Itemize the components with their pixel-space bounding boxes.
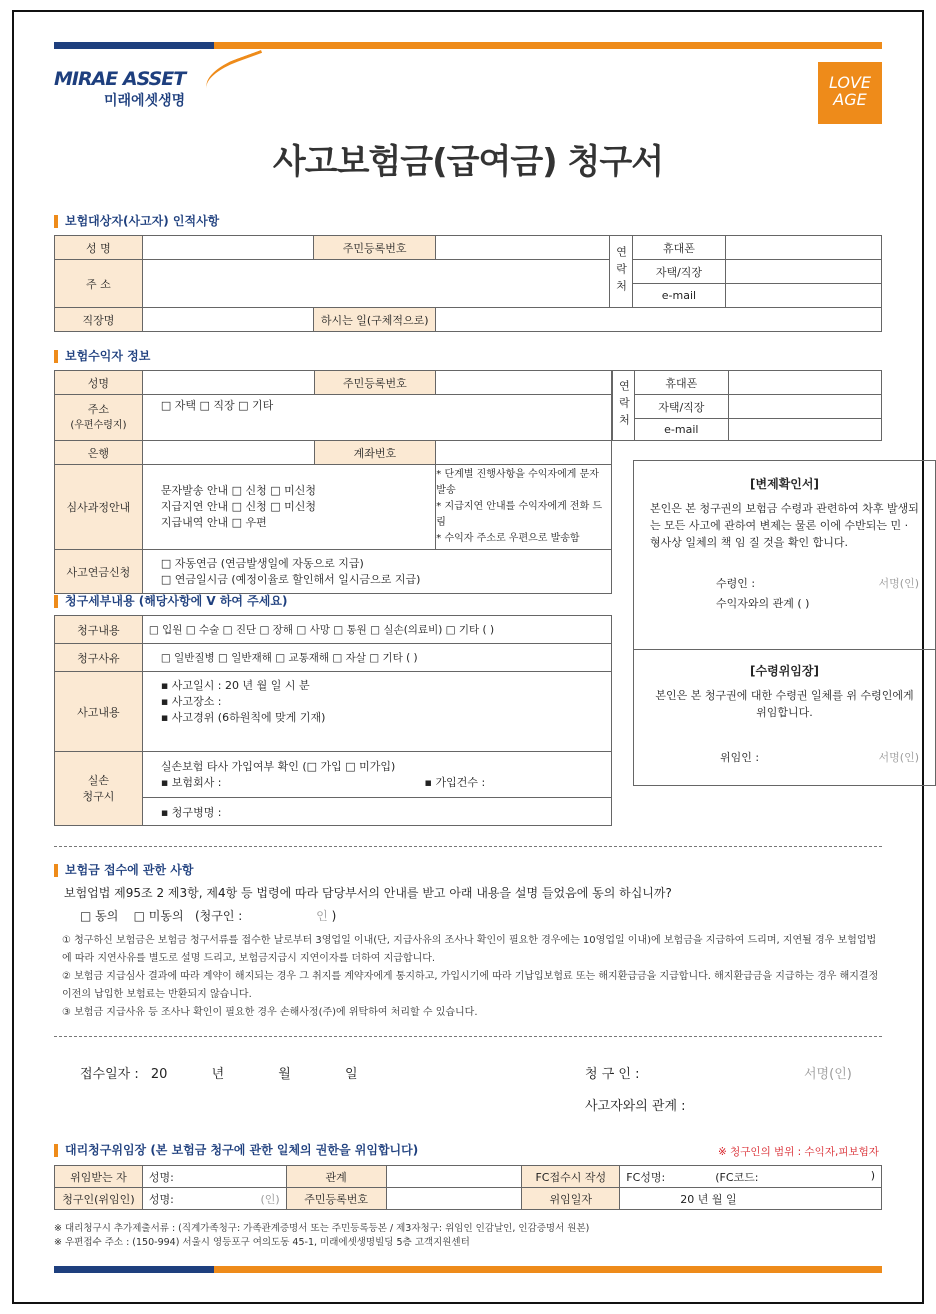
insured-email-label: e-mail (632, 284, 726, 308)
insured-address-label: 주 소 (55, 260, 143, 308)
note-item: ② 보험금 지급심사 결과에 따라 계약이 해지되는 경우 그 취지를 계약자에게 통지하고, 가입시기에 따라 기납입보험료 또는 해지환급금을 지급합니다. 해지환급금을 지급하는 경우 해지결정 이전의 납입한 보험료는 반환되지 않습니다. (62, 971, 879, 1000)
claim-reason-label: 청구사유 (55, 644, 143, 672)
company-logo (54, 68, 185, 110)
address-label-text: 주소 (87, 402, 110, 416)
grantee-name-field[interactable] (142, 1166, 286, 1188)
insurer-field[interactable]: ▪ 보험회사 : (160, 775, 222, 789)
annuity-options[interactable] (142, 550, 611, 594)
review-note: * 수익자 주소로 우편으로 발송함 (436, 533, 580, 544)
top-color-bar (54, 42, 882, 49)
claim-disease-field[interactable]: ▪ 청구병명 : (142, 798, 611, 826)
receiver-label: 수령인 : (716, 577, 756, 590)
delegation-title: [수령위임장] (750, 664, 819, 678)
love-age-badge (818, 62, 882, 124)
beneficiary-homework-field[interactable] (728, 395, 881, 419)
consent-notes (62, 932, 882, 1022)
beneficiary-email-field[interactable] (728, 419, 881, 441)
annuity-lump-option[interactable]: □ 연금일시금 (예정이율로 할인해서 일시금으로 지급) (160, 572, 421, 586)
note-item: ③ 보험금 지급사유 등 조사나 확인이 필요한 경우 손해사정(주)에 위탁하여 처리할 수 있습니다. (62, 1007, 478, 1018)
consent-claimant-label: (청구인 : (195, 909, 243, 923)
accident-circumstance[interactable]: ▪ 사고경위 (6하원칙에 맞게 기재) (160, 711, 326, 724)
accident-datetime[interactable]: ▪ 사고일시 : 20 년 월 일 시 분 (160, 679, 310, 692)
beneficiary-rrn-label: 주민등록번호 (314, 371, 436, 395)
beneficiary-contact-label: 연락처 (613, 371, 635, 441)
section-receipt-title: 보험금 접수에 관한 사항 (54, 864, 193, 877)
receipt-date-label: 접수일자 : (80, 1067, 139, 1082)
receipt-month-unit: 월 (278, 1067, 291, 1082)
fc-code-label: (FC코드: (715, 1170, 759, 1184)
logo-english: MIRAE ASSET (54, 68, 186, 90)
insured-address-field[interactable] (142, 260, 609, 308)
claimant-relation-field[interactable]: 사고자와의 관계 : (585, 1099, 686, 1114)
delegation-body: 본인은 본 청구권에 대한 수령권 일체를 위 수령인에게 위임합니다. (655, 689, 914, 719)
receiver-signature-field[interactable]: 서명(인) (878, 577, 919, 590)
consent-close-paren: ) (331, 909, 337, 923)
agree-checkbox[interactable]: □ 동의 (80, 909, 119, 923)
insured-homework-field[interactable] (726, 260, 882, 284)
form-title: 사고보험금(급여금) 청구서 (272, 142, 664, 182)
review-guide-label: 심사과정안내 (55, 465, 143, 550)
accident-place[interactable]: ▪ 사고장소 : (160, 695, 222, 708)
insured-mobile-field[interactable] (726, 236, 882, 260)
actual-loss-label2: 청구시 (82, 789, 115, 803)
receipt-year-unit: 년 (211, 1067, 225, 1082)
proxy-claimant-name-field[interactable] (142, 1188, 286, 1210)
review-note: * 지급지연 안내를 수익자에게 전화 드림 (436, 501, 603, 528)
receipt-day-unit: 일 (344, 1067, 358, 1082)
divider (54, 846, 882, 847)
logo-korean: 미래에셋생명 (104, 93, 186, 109)
badge-line1: LOVE (828, 73, 872, 92)
fc-written-label: FC접수시 작성 (522, 1166, 620, 1188)
claim-detail-table (54, 615, 612, 826)
fc-name-label: FC성명: (626, 1170, 666, 1184)
beneficiary-email-label: e-mail (634, 419, 728, 441)
other-insurance-check[interactable]: 실손보험 타사 가입여부 확인 (□ 가입 □ 미가입) (160, 759, 396, 773)
note-item: ① 청구하신 보험금은 보험금 청구서류를 접수한 날로부터 3영업일 이내(단, 지급사유의 조사나 확인이 필요한 경우에는 10영업일 이내)에 보험금을 지급하여 드리며, 지연될 경우 보험업법에 따라 지연사유를 별도로 설명 드리고, 보험금지급시 지연이자를 더하여 지급합니다. (62, 935, 877, 964)
beneficiary-account-label: 계좌번호 (314, 441, 436, 465)
beneficiary-homework-label: 자택/직장 (634, 395, 728, 419)
delegator-signature-field[interactable]: 서명(인) (878, 751, 919, 764)
insured-rrn-label: 주민등록번호 (314, 236, 436, 260)
review-note: * 단계별 진행사항을 수익자에게 문자발송 (436, 469, 599, 496)
proxy-table (54, 1165, 882, 1210)
consent-seal-field[interactable]: 인 (316, 909, 328, 923)
review-detail-option[interactable]: 지급내역 안내 □ 우편 (160, 516, 267, 529)
claimant-signature-field[interactable]: 서명(인) (804, 1067, 852, 1082)
proxy-rrn-field[interactable] (386, 1188, 522, 1210)
policy-count-field[interactable]: ▪ 가입건수 : (424, 775, 486, 789)
bottom-color-bar (54, 1266, 882, 1273)
insurer-count-row (161, 775, 605, 791)
proxy-date-field[interactable]: 20 년 월 일 (620, 1188, 882, 1210)
proxy-rrn-label: 주민등록번호 (286, 1188, 386, 1210)
insured-workplace-label: 직장명 (55, 308, 143, 332)
beneficiary-bank-label: 은행 (55, 441, 143, 465)
proxy-claimant-name-label: 성명: (148, 1192, 174, 1206)
beneficiary-name-field[interactable] (142, 371, 314, 395)
beneficiary-bank-field[interactable] (142, 441, 314, 465)
proxy-date-label: 위임일자 (522, 1188, 620, 1210)
receiver-relation-field[interactable]: 수익자와의 관계 ( ) (716, 597, 810, 610)
release-body: 본인은 본 청구권의 보험금 수령과 관련하여 차후 발생되는 모든 사고에 관하여 변제는 물론 이에 수반되는 민 · 형사상 일체의 책 임 질 것을 확인 합니다. (650, 502, 919, 549)
claimant-scope-note: ※ 청구인의 범위 : 수익자,피보험자 (718, 1146, 879, 1158)
beneficiary-name-label: 성명 (55, 371, 143, 395)
proxy-claimant-label: 청구인(위임인) (55, 1188, 143, 1210)
delegation-box (633, 650, 936, 786)
beneficiary-table (54, 370, 612, 594)
section-beneficiary-title: 보험수익자 정보 (54, 350, 150, 363)
annuity-label: 사고연금신청 (55, 550, 143, 594)
insured-contact-label: 연락처 (609, 236, 632, 308)
fc-field[interactable] (620, 1166, 882, 1188)
footnote: ※ 대리청구시 추가제출서류 : (직계가족청구: 가족관계증명서 또는 주민등록등본 / 제3자청구: 위임인 인감날인, 인감증명서 원본) (54, 1223, 590, 1234)
proxy-seal[interactable]: (인) (260, 1192, 280, 1206)
relation-field[interactable] (386, 1166, 522, 1188)
claim-reason-options[interactable]: □ 일반질병 □ 일반재해 □ 교통재해 □ 자살 □ 기타 ( ) (142, 644, 611, 672)
beneficiary-contact-table (612, 370, 882, 441)
consent-question: 보험업법 제95조 2 제3항, 제4항 등 법령에 따라 담당부서의 안내를 받고 아래 내용을 설명 들었음에 동의 하십니까? (64, 886, 672, 900)
insured-rrn-field[interactable] (436, 236, 610, 260)
fc-close-paren: ) (870, 1168, 875, 1182)
beneficiary-address-field[interactable] (142, 395, 611, 441)
review-guide-options[interactable] (142, 465, 435, 550)
insured-job-field[interactable] (436, 308, 882, 332)
annuity-auto-option[interactable]: □ 자동연금 (연금발생일에 자동으로 지급) (160, 556, 364, 570)
disagree-checkbox[interactable]: □ 미동의 (133, 909, 184, 923)
grantee-label: 위임받는 자 (55, 1166, 143, 1188)
footnotes (54, 1222, 589, 1250)
divider (54, 1036, 882, 1037)
delegator-label: 위임인 : (720, 751, 760, 764)
review-delay-option[interactable]: 지급지연 안내 □ 신청 □ 미신청 (160, 500, 317, 513)
section-insured-title: 보험대상자(사고자) 인적사항 (54, 215, 219, 228)
badge-line2: AGE (833, 90, 867, 109)
insured-mobile-label: 휴대폰 (632, 236, 726, 260)
section-claim-detail-title: 청구세부내용 (해당사항에 V 하여 주세요) (54, 595, 287, 608)
beneficiary-mobile-field[interactable] (728, 371, 881, 395)
relation-label: 관계 (286, 1166, 386, 1188)
insured-homework-label: 자택/직장 (632, 260, 726, 284)
actual-loss-label1: 실손 (87, 773, 110, 787)
insured-table (54, 235, 882, 332)
release-title: [변제확인서] (750, 477, 819, 491)
insured-name-field[interactable] (142, 236, 314, 260)
grantee-name-label: 성명: (148, 1170, 174, 1184)
footnote: ※ 우편접수 주소 : (150-994) 서울시 영등포구 여의도동 45-1, 미래에셋생명빌딩 5층 고객지원센터 (54, 1237, 470, 1248)
review-sms-option[interactable]: 문자발송 안내 □ 신청 □ 미신청 (160, 484, 317, 497)
beneficiary-account-field[interactable] (436, 441, 612, 465)
address-sublabel: (우편수령지) (70, 419, 127, 431)
beneficiary-rrn-field[interactable] (436, 371, 612, 395)
beneficiary-mobile-label: 휴대폰 (634, 371, 728, 395)
claim-content-label: 청구내용 (55, 616, 143, 644)
actual-loss-check[interactable] (142, 752, 611, 798)
accident-detail-label: 사고내용 (55, 672, 143, 752)
section-proxy-title: 대리청구위임장 (본 보험금 청구에 관한 일체의 권한을 위임합니다) (54, 1144, 418, 1157)
actual-loss-label (55, 752, 143, 826)
accident-detail-field[interactable] (142, 672, 611, 752)
insured-email-field[interactable] (726, 284, 882, 308)
release-receiver-row (650, 575, 919, 591)
release-confirmation-box (633, 460, 936, 650)
address-type-checkboxes[interactable]: □ 자택 □ 직장 □ 기타 (160, 399, 274, 412)
insured-job-label: 하시는 일(구체적으로) (314, 308, 436, 332)
receipt-year[interactable]: 20 (150, 1067, 168, 1082)
insured-name-label: 성 명 (55, 236, 143, 260)
receipt-date-row (80, 1063, 358, 1082)
consent-row (80, 907, 336, 924)
claimant-label: 청 구 인 : (585, 1067, 640, 1082)
beneficiary-address-label (55, 395, 143, 441)
insured-workplace-field[interactable] (142, 308, 314, 332)
delegator-row (650, 749, 919, 765)
claim-content-options[interactable]: □ 입원 □ 수술 □ 진단 □ 장해 □ 사망 □ 통원 □ 실손(의료비) □ 기타 ( ) (142, 616, 611, 644)
review-guide-notes (436, 465, 612, 550)
